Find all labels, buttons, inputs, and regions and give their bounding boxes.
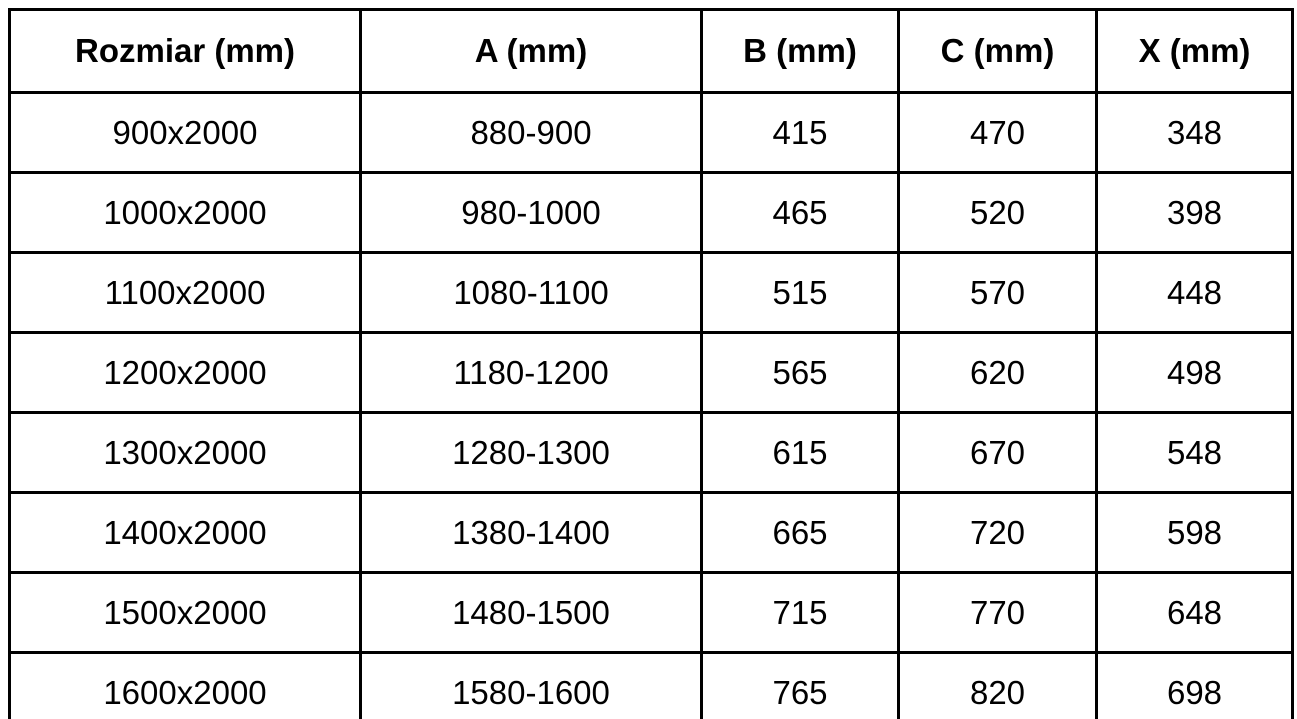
- table-cell: 348: [1097, 93, 1293, 173]
- table-cell: 1300x2000: [10, 413, 361, 493]
- size-table-body: [10, 93, 1293, 719]
- table-cell: 770: [899, 573, 1097, 653]
- table-cell: 465: [702, 173, 899, 253]
- table-cell: 498: [1097, 333, 1293, 413]
- table-cell: 1480-1500: [361, 573, 702, 653]
- table-cell: 665: [702, 493, 899, 573]
- table-cell: 515: [702, 253, 899, 333]
- table-cell: 520: [899, 173, 1097, 253]
- table-cell: 765: [702, 653, 899, 719]
- table-row: [10, 253, 1293, 333]
- table-cell: 720: [899, 493, 1097, 573]
- table-cell: 648: [1097, 573, 1293, 653]
- table-cell: 1500x2000: [10, 573, 361, 653]
- header-c: C (mm): [899, 10, 1097, 93]
- table-cell: 1280-1300: [361, 413, 702, 493]
- size-table: [8, 8, 1294, 719]
- header-x: X (mm): [1097, 10, 1293, 93]
- table-row: [10, 573, 1293, 653]
- table-row: [10, 653, 1293, 719]
- table-cell: 1580-1600: [361, 653, 702, 719]
- table-cell: 715: [702, 573, 899, 653]
- header-b: B (mm): [702, 10, 899, 93]
- table-row: [10, 493, 1293, 573]
- size-table-header: [10, 10, 1293, 93]
- table-cell: 620: [899, 333, 1097, 413]
- table-cell: 698: [1097, 653, 1293, 719]
- document-page: [0, 8, 1297, 719]
- table-cell: 1000x2000: [10, 173, 361, 253]
- table-cell: 880-900: [361, 93, 702, 173]
- table-cell: 1080-1100: [361, 253, 702, 333]
- table-cell: 1600x2000: [10, 653, 361, 719]
- table-cell: 670: [899, 413, 1097, 493]
- table-cell: 398: [1097, 173, 1293, 253]
- header-row: [10, 10, 1293, 93]
- table-cell: 900x2000: [10, 93, 361, 173]
- table-cell: 1380-1400: [361, 493, 702, 573]
- table-cell: 980-1000: [361, 173, 702, 253]
- table-row: [10, 413, 1293, 493]
- table-row: [10, 333, 1293, 413]
- table-cell: 1100x2000: [10, 253, 361, 333]
- table-cell: 820: [899, 653, 1097, 719]
- table-cell: 548: [1097, 413, 1293, 493]
- table-cell: 565: [702, 333, 899, 413]
- table-cell: 1200x2000: [10, 333, 361, 413]
- table-cell: 1400x2000: [10, 493, 361, 573]
- table-cell: 470: [899, 93, 1097, 173]
- table-cell: 570: [899, 253, 1097, 333]
- table-cell: 448: [1097, 253, 1293, 333]
- table-cell: 598: [1097, 493, 1293, 573]
- header-a: A (mm): [361, 10, 702, 93]
- table-row: [10, 173, 1293, 253]
- table-cell: 615: [702, 413, 899, 493]
- header-rozmiar: Rozmiar (mm): [10, 10, 361, 93]
- table-cell: 1180-1200: [361, 333, 702, 413]
- table-cell: 415: [702, 93, 899, 173]
- table-row: [10, 93, 1293, 173]
